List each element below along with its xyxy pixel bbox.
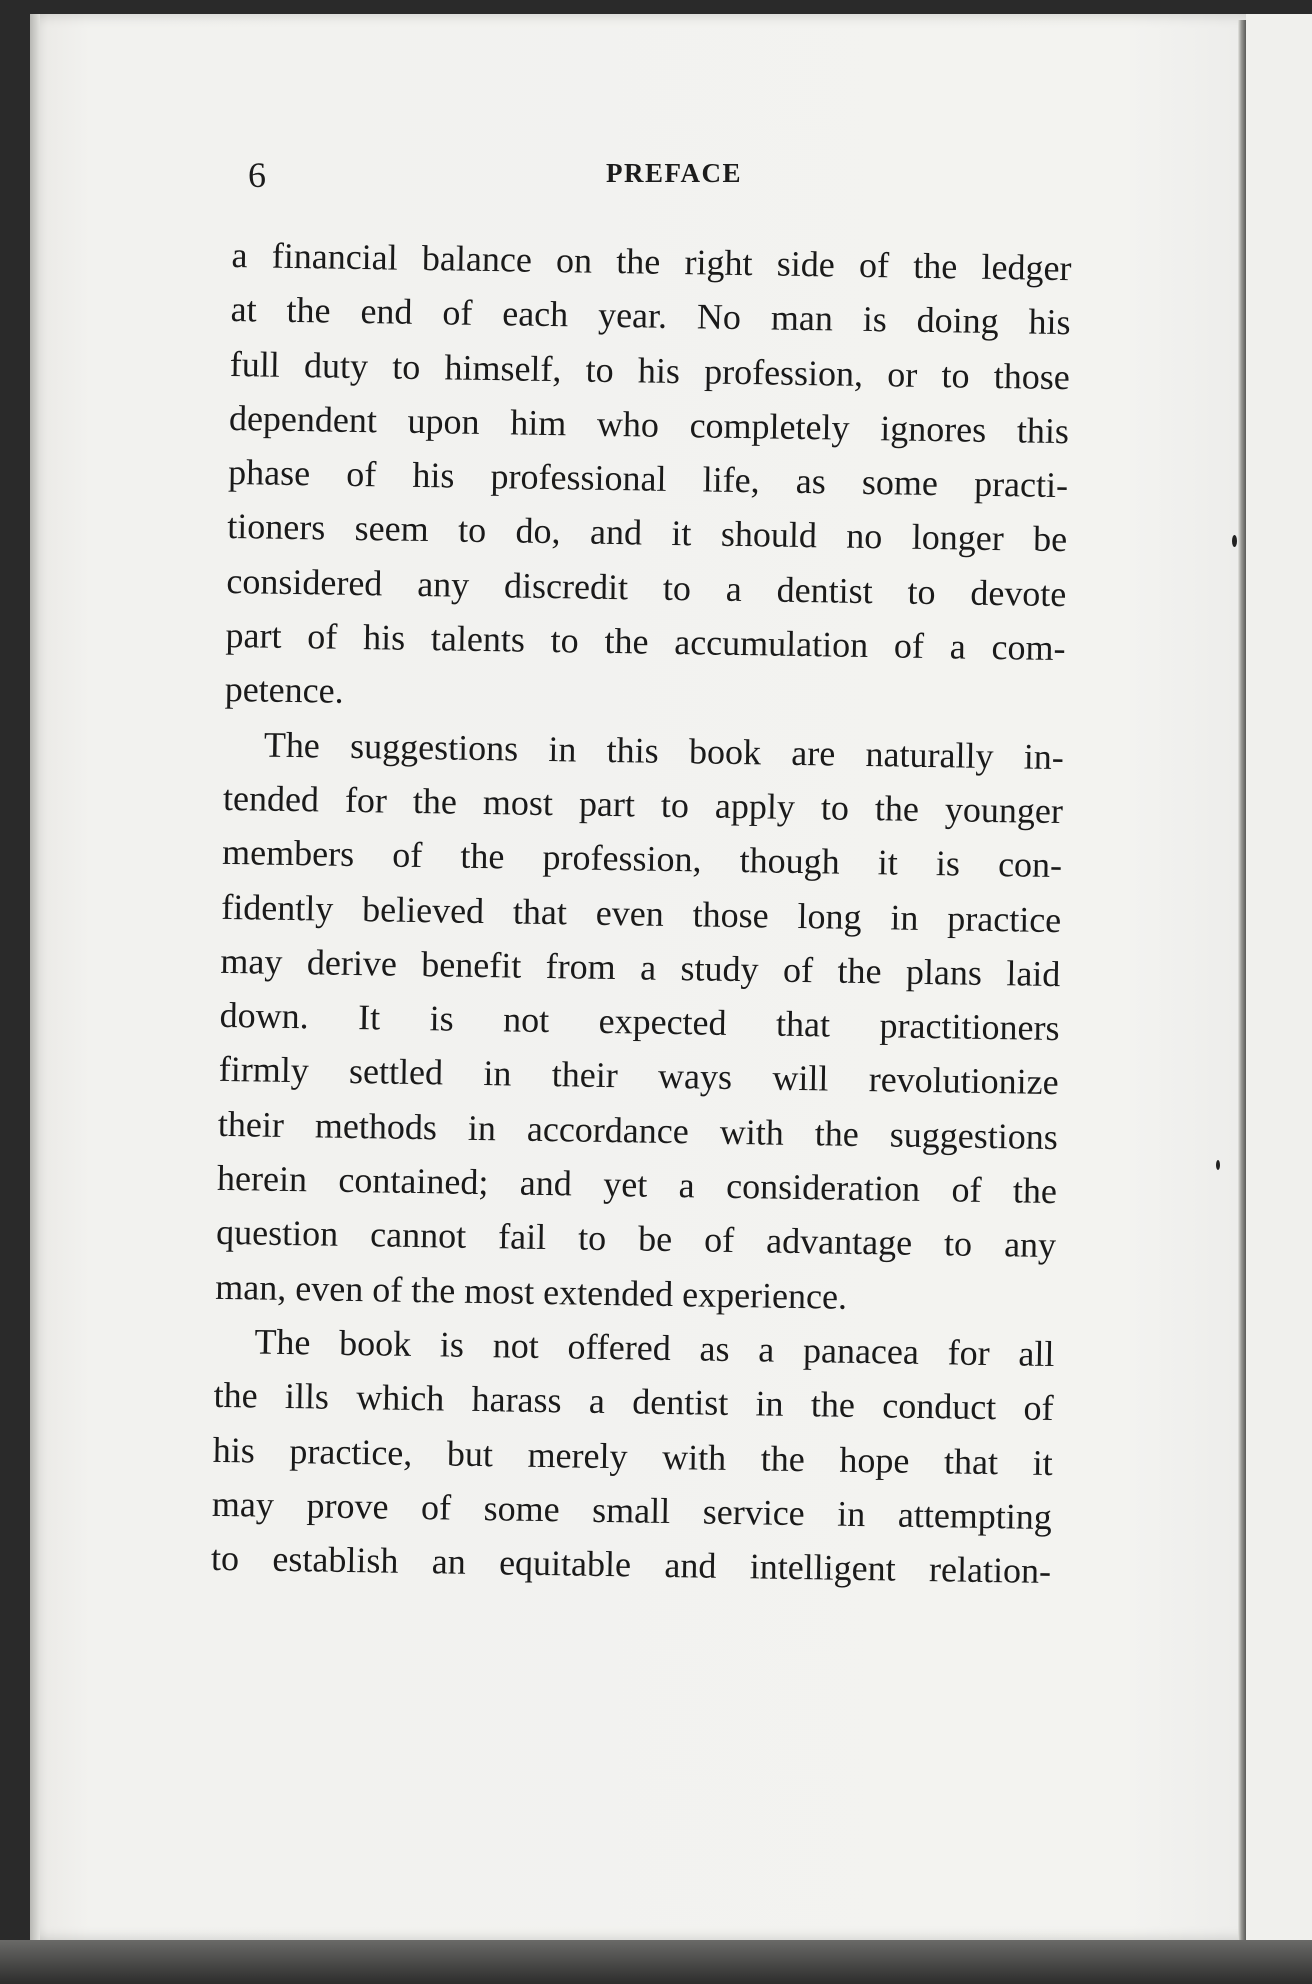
text-line: members of the profession, though it is con-: [221, 832, 1063, 886]
text-line: a financial balance on the right side of the ledger: [231, 234, 1072, 289]
text-line: man, even of the most extended experience.: [215, 1266, 848, 1317]
text-line: down. It is not expected that practitioners: [219, 995, 1060, 1049]
text-line: may prove of some small service in attempting: [211, 1483, 1053, 1537]
text-line: at the end of each year. No man is doing his: [230, 289, 1071, 343]
paragraph: [211, 1314, 1055, 1599]
text-line: their methods in accordance with the suggestions: [217, 1103, 1059, 1157]
body-text: [211, 228, 1072, 1598]
text-line: to establish an equitable and intelligent relation-: [210, 1537, 1052, 1592]
text-line: petence.: [224, 669, 344, 712]
page-number: 6: [248, 155, 266, 195]
text-line: firmly settled in their ways will revolutionize: [218, 1049, 1059, 1103]
paragraph: [224, 228, 1072, 730]
paragraph: [215, 717, 1064, 1327]
text-line: herein contained; and yet a consideration of the: [216, 1157, 1058, 1212]
page-left-edge: [30, 14, 40, 1940]
text-line: the ills which harass a dentist in the conduct of: [213, 1375, 1054, 1429]
book-gutter: [1238, 20, 1246, 1940]
text-line: full duty to himself, to his profession, or to those: [229, 343, 1071, 397]
text-line: The book is not offered as a panacea for all: [254, 1321, 1055, 1374]
page-header: [244, 150, 1074, 210]
text-line: tioners seem to do, and it should no longer be: [226, 506, 1068, 560]
scan-speck: [1216, 1160, 1220, 1170]
text-line: considered any discredit to a dentist to devote: [226, 560, 1067, 614]
scan-speck: [1232, 535, 1237, 547]
text-line: phase of his professional life, as some practi-: [227, 452, 1069, 506]
text-line: may derive benefit from a study of the plans laid: [220, 940, 1061, 994]
text-line: The suggestions in this book are naturally in-: [263, 724, 1065, 777]
text-line: his practice, but merely with the hope that it: [212, 1429, 1054, 1483]
text-line: dependent upon him who completely ignores this: [228, 397, 1070, 452]
text-line: tended for the most part to apply to the younger: [222, 777, 1064, 832]
running-head: PREFACE: [606, 158, 742, 188]
text-line: part of his talents to the accumulation of a com-: [225, 615, 1066, 669]
facing-page-strip: [1246, 14, 1312, 1940]
text-line: question cannot fail to be of advantage to any: [215, 1212, 1057, 1266]
text-line: fidently believed that even those long in practice: [221, 886, 1062, 940]
scan-bottom-border: [0, 1940, 1312, 1984]
